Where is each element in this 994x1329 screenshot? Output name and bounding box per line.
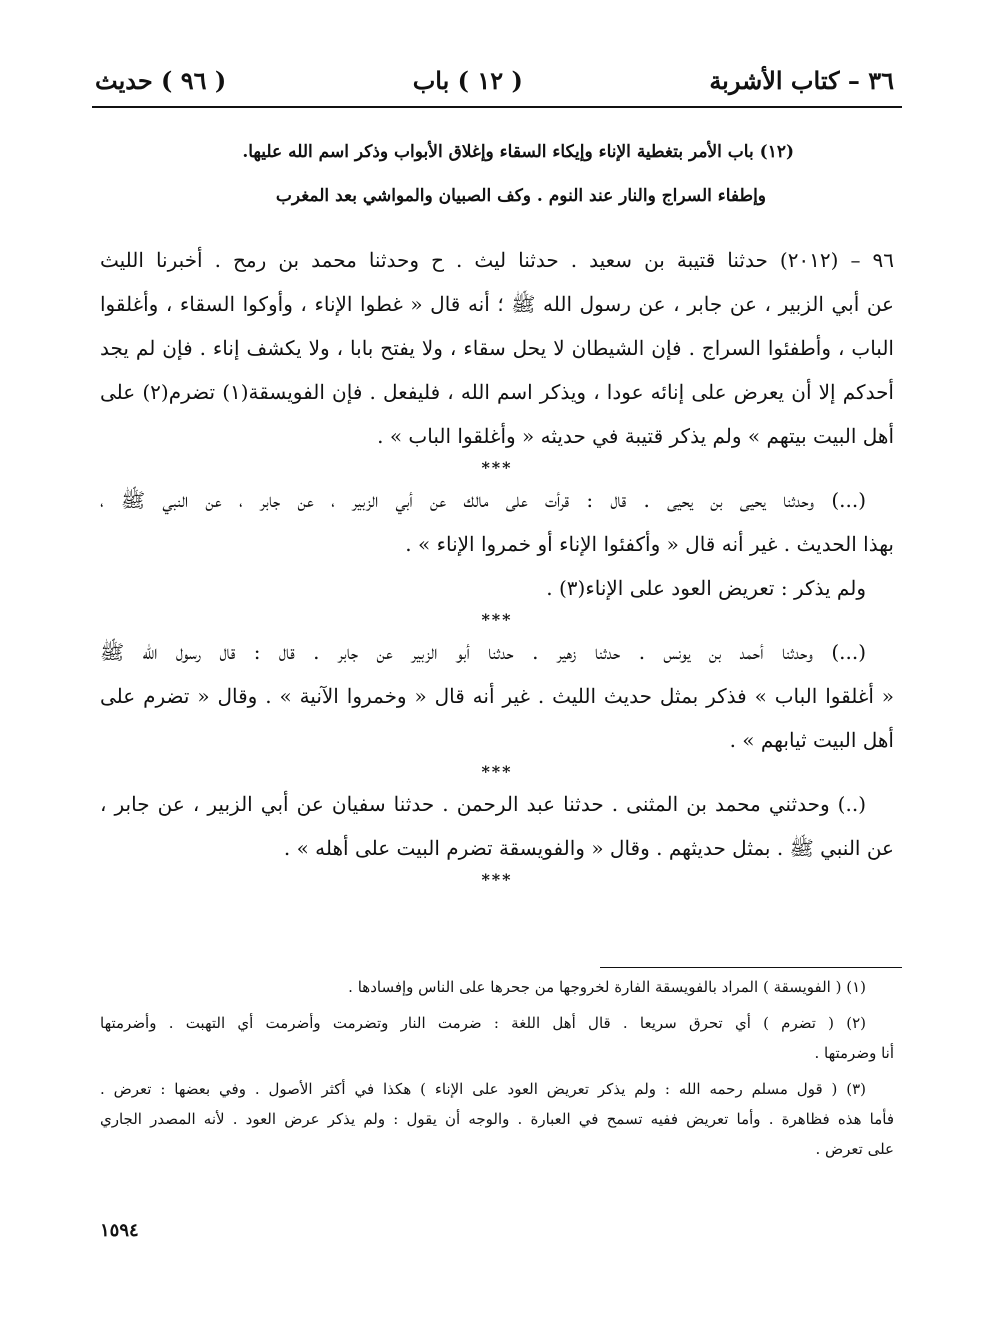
running-header: [95, 58, 894, 102]
text-line: (...) وحدثنا يحيى بن يحيى . قال : قرأت على مالك عن أبي الزبير ، عن جابر ، عن النبي ﷺ ،: [100, 488, 867, 512]
text-line: أهل البيت ثيابهم » .: [729, 728, 894, 752]
text-line: عن النبي ﷺ . بمثل حديثهم . وقال « والفويسقة تضرم البيت على أهله » .: [283, 836, 894, 860]
text-line: (...) وحدثنا أحمد بن يونس . حدثنا زهير . حدثنا أبو الزبير عن جابر . قال : قال رسول الله ﷺ: [100, 640, 866, 664]
footnote-line: (١) ( الفويسقة ) المراد بالفويسقة الفارة لخروجها من جحرها على الناس وإفسادها .: [348, 978, 866, 996]
header-rule: [92, 106, 902, 108]
text-line: بهذا الحديث . غير أنه قال « وأكفئوا الإناء أو خمروا الإناء » .: [405, 532, 894, 556]
footnote-line: أنا وضرمتها .: [814, 1044, 894, 1062]
hadith-number: ( ٩٦ ) حديث: [95, 65, 227, 95]
text-line: أهل البيت بيتهم » ولم يذكر قتيبة في حديثه « وأغلقوا الباب » .: [377, 424, 894, 448]
footnote-line: فأما هذه فظاهرة . وأما تعريض ففيه تسمح في العبارة . والوجه أن يقول : ولم يذكر عرض العود . لأنه المصدر الجاري: [100, 1110, 894, 1128]
page-number: ١٥٩٤: [100, 1220, 139, 1241]
separator-stars: ***: [481, 458, 513, 477]
hadith-yahya: [100, 478, 894, 610]
separator-stars: ***: [481, 870, 513, 889]
book-title: ٣٦ – كتاب الأشربة: [709, 65, 894, 95]
text-line: عن أبي الزبير ، عن جابر ، عن رسول الله ﷺ ؛ أنه قال « غطوا الإناء ، وأوكوا السقاء ، وأغلقوا: [100, 292, 894, 316]
text-line: « أغلقوا الباب » فذكر بمثل حديث الليث . غير أنه قال « وخمروا الآنية » . وقال « تضرم على: [100, 684, 894, 708]
hadith-muhammad: [100, 782, 894, 870]
separator-stars: ***: [481, 610, 513, 629]
text-line: ولم يذكر : تعريض العود على الإناء(٣) .: [546, 576, 866, 600]
separator-stars: ***: [481, 762, 513, 781]
chapter-heading-line: وإطفاء السراج والنار عند النوم . وكف الصبيان والمواشي بعد المغرب: [275, 186, 766, 206]
chapter-number: ( ١٢ ) باب: [412, 65, 523, 95]
chapter-heading-line: (١٢) باب الأمر بتغطية الإناء وإيكاء السقاء وإغلاق الأبواب وذكر اسم الله عليها.: [242, 142, 794, 162]
footnotes: [100, 972, 894, 1164]
hadith-96: [100, 238, 894, 458]
text-line: أحدكم إلا أن يعرض على إنائه عودا ، ويذكر اسم الله ، فليفعل . فإن الفويسقة(١) تضرم(٢) على: [100, 380, 894, 404]
hadith-body: [100, 238, 894, 890]
text-line: الباب ، وأطفئوا السراج . فإن الشيطان لا يحل سقاء ، ولا يفتح بابا ، ولا يكشف إناء . فإن لم يجد: [100, 336, 894, 360]
footnote-line: (٣) ( قول مسلم رحمه الله : ولم يذكر تعريض العود على الإناء ) هكذا في أكثر الأصول . وفي بعضها : تعرض .: [100, 1080, 866, 1098]
footnote-line: (٢) ( تضرم ) أي تحرق سريعا . قال أهل اللغة : ضرمت النار وتضرمت وأضرمت أي التهبت . وأضرمتها: [100, 1014, 866, 1032]
chapter-heading: [160, 130, 794, 218]
text-line: (..) وحدثني محمد بن المثنى . حدثنا عبد الرحمن . حدثنا سفيان عن أبي الزبير ، عن جابر ،: [100, 792, 866, 816]
footnote-line: على تعرض .: [815, 1140, 894, 1158]
footnote-rule: [600, 967, 902, 968]
hadith-ahmad: [100, 630, 894, 762]
text-line: ٩٦ – (٢٠١٢) حدثنا قتيبة بن سعيد . حدثنا ليث . ح وحدثنا محمد بن رمح . أخبرنا الليث: [100, 248, 894, 272]
